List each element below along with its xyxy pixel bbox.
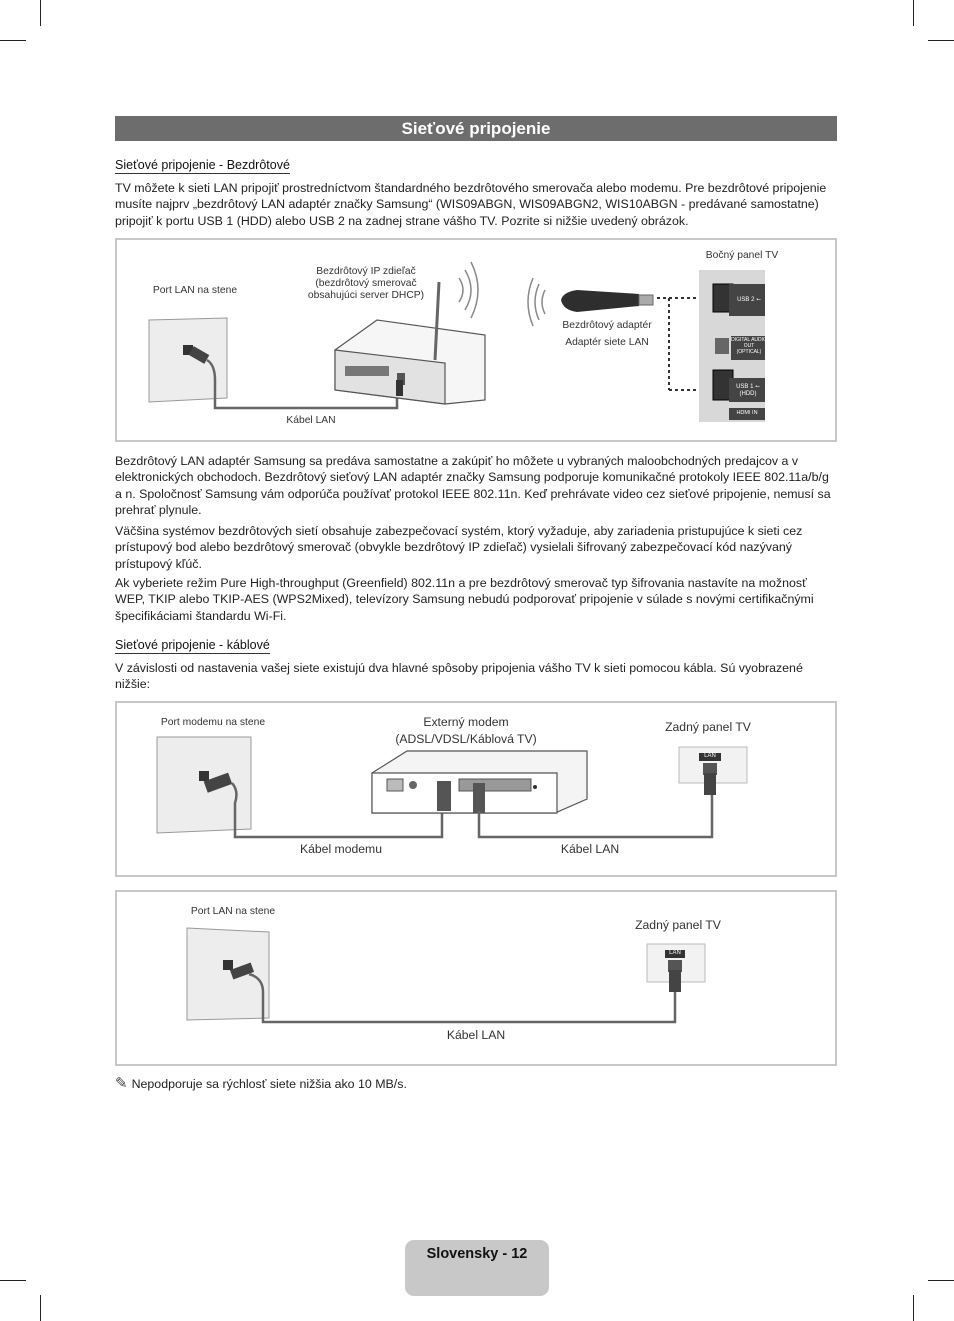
rear-panel-label-2: Zadný panel TV	[635, 918, 721, 932]
wireless-diagram-art	[117, 240, 835, 440]
pencil-icon: ✎	[115, 1075, 128, 1092]
modem-label: Externý modem	[423, 715, 509, 729]
crop-mark	[0, 1280, 26, 1281]
wired-intro: V závislosti od nastavenia vašej siete existujú dva hlavné spôsoby pripojenia vášho TV k sieti pomocou kábla. Sú vyobrazené nižšie:	[115, 661, 803, 692]
speed-note	[115, 1074, 407, 1092]
wireless-heading: Sieťové pripojenie - Bezdrôtové	[115, 158, 290, 172]
cable-label: Kábel LAN	[286, 415, 336, 426]
lan-port-tag-2: LAN	[669, 950, 681, 956]
wired-modem-diagram	[115, 701, 837, 877]
rear-panel-label: Zadný panel TV	[665, 720, 751, 734]
page-title: Sieťové pripojenie	[115, 116, 837, 141]
crop-mark	[928, 1280, 954, 1281]
page-number-badge: Slovensky - 12	[405, 1240, 549, 1296]
crop-mark	[40, 0, 41, 26]
lan-cable-label: Kábel LAN	[560, 842, 620, 856]
lan-wall-port-label: Port LAN na stene	[190, 906, 276, 917]
note-text: Nepodporuje sa rýchlosť siete nižšia ako 10 MB/s.	[131, 1077, 407, 1091]
usb1-port-label: USB 1 ⭠ (HDD)	[736, 384, 760, 397]
crop-mark	[40, 1295, 41, 1321]
security-paragraph: Väčšina systémov bezdrôtových sietí obsahuje zabezpečovací systém, ktorý vyžaduje, aby zariadenia pristupujúce k sieti cez prístupový bod alebo bezdrôtový smerovač (obvykle bezdrôtový IP zdieľač) vysielali šifrovaný zabezpečovací kód nazývaný prístupový kľúč.	[115, 524, 803, 571]
crop-mark	[928, 40, 954, 41]
router-label: Bezdrôtový IP zdieľač (bezdrôtový smerovač obsahujúci server DHCP)	[307, 266, 425, 301]
side-panel-label: Bočný panel TV	[705, 250, 779, 261]
wireless-diagram	[115, 238, 837, 442]
usb2-port-label: USB 2 ⭠	[737, 297, 761, 303]
crop-mark	[913, 1295, 914, 1321]
lan-cable-label-2: Kábel LAN	[446, 1028, 506, 1042]
greenfield-paragraph: Ak vyberiete režim Pure High-throughput (Greenfield) 802.11n a pre bezdrôtový smerovač typ šifrovania nastavíte na možnosť WEP, TKIP alebo TKIP-AES (WPS2Mixed), televízory Samsung nebudú podporovať pripojenie v súlade s novými certifikačnými špecifikáciami štandardu Wi-Fi.	[115, 576, 814, 623]
wired-heading: Sieťové pripojenie - káblové	[115, 638, 270, 652]
adapter-lan-label: Adaptér siete LAN	[565, 337, 649, 348]
modem-cable-label: Kábel modemu	[300, 842, 382, 856]
adapter-info-paragraph: Bezdrôtový LAN adaptér Samsung sa predáva samostatne a zakúpiť ho môžete u vybraných maloobchodných predajcov a v elektronických obchodoch. Bezdrôtový sieťový LAN adaptér značky Samsung podporuje komunikačné protokoly IEEE 802.11a/b/g a n. Spoločnosť Samsung vám odporúča používať protokol IEEE 802.11n. Keď prehrávate video cez sieťové pripojenie, nemusí sa prehrať plynule.	[115, 454, 831, 517]
wall-port-label: Port LAN na stene	[152, 285, 238, 296]
modem-wall-port-label: Port modemu na stene	[160, 717, 266, 728]
wired-lan-diagram	[115, 890, 837, 1066]
wireless-intro: TV môžete k sieti LAN pripojiť prostredníctvom štandardného bezdrôtového smerovača alebo modemu. Pre bezdrôtové pripojenie musíte najprv „bezdrôtový LAN adaptér značky Samsung“ (WIS09ABGN, WIS09ABGN2, WIS10ABGN - predávané samostatne) pripojiť k portu USB 1 (HDD) alebo USB 2 na zadnej strane vášho TV. Pozrite si nižšie uvedený obrázok.	[115, 181, 827, 228]
crop-mark	[0, 40, 26, 41]
adapter-label: Bezdrôtový adaptér	[562, 320, 652, 331]
modem-type-label: (ADSL/VDSL/Káblová TV)	[395, 732, 537, 746]
crop-mark	[913, 0, 914, 26]
lan-port-tag: LAN	[704, 753, 716, 759]
optical-port-label: DIGITAL AUDIO OUT (OPTICAL)	[731, 337, 767, 355]
hdmi-port-label: HDMI IN	[736, 410, 758, 416]
